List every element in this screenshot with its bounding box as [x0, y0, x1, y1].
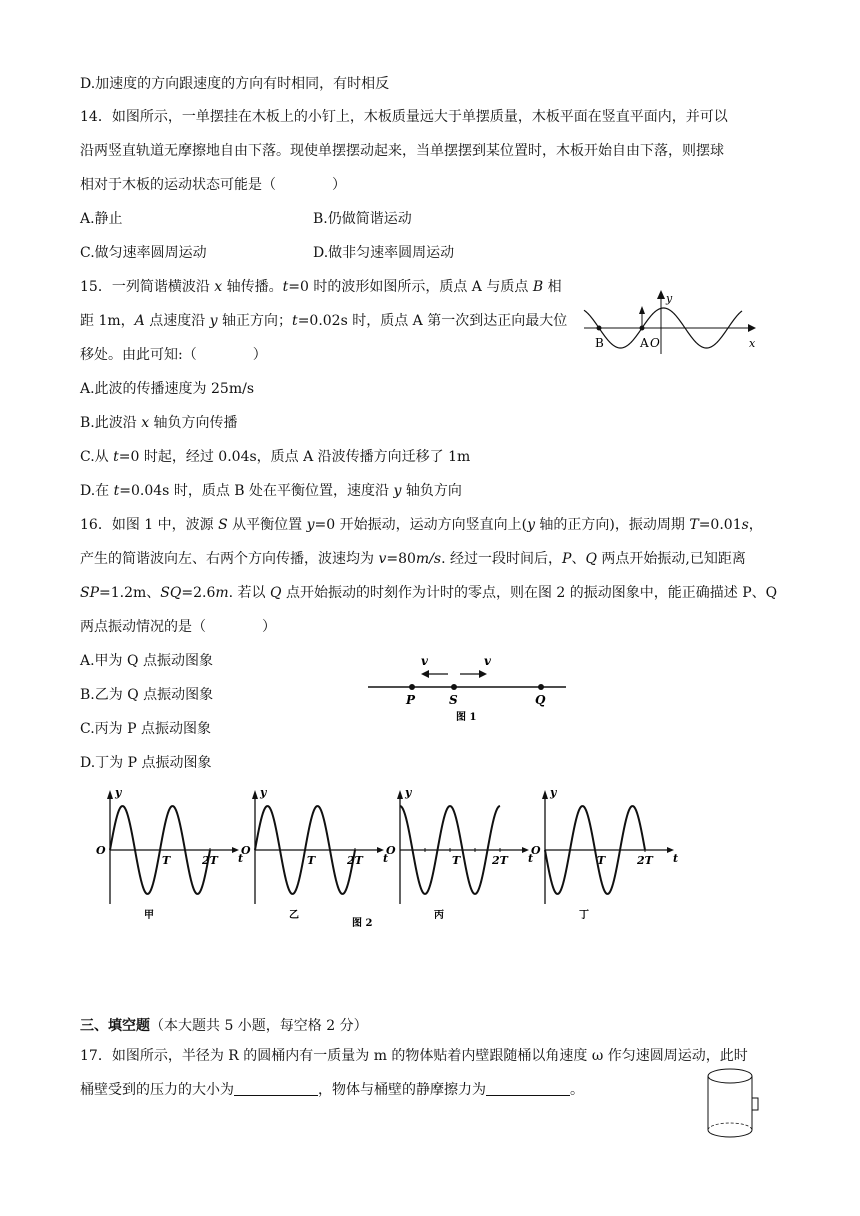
q14-option-c: C.做匀速率圆周运动: [80, 245, 207, 261]
point-q-dot: [538, 684, 544, 690]
y-axis-arrow: [107, 790, 113, 799]
two-period-label: 2T: [347, 854, 363, 867]
q15-option-d: D.在 t=0.04s 时，质点 B 处在平衡位置，速度沿 y 轴负方向: [80, 483, 462, 499]
q15-option-b: B.此波沿 x 轴负方向传播: [80, 415, 238, 431]
t-label: t: [238, 852, 244, 865]
object-block: [752, 1098, 758, 1110]
q16-stem-line2: 产生的简谐波向左、右两个方向传播，波速均为 v=80m/s. 经过一段时间后，P、Q 两点开始振动,已知距离: [80, 551, 746, 567]
cylinder-bottom-front: [708, 1130, 752, 1137]
q16-figure-2: [80, 786, 700, 932]
q14-stem-line2: 沿两竖直轨道无摩擦地自由下落。现使单摆摆动起来，当单摆摆到某位置时，木板开始自由下落，则摆球: [80, 143, 724, 159]
q14-stem-line3: 相对于木板的运动状态可能是（ ）: [80, 177, 346, 193]
period-label: T: [162, 854, 171, 867]
q17-cylinder-figure: [700, 1066, 770, 1146]
graph-yi: [241, 786, 388, 921]
q16-option-a: A.甲为 Q 点振动图象: [80, 653, 213, 669]
q14-option-d: D.做非匀速率圆周运动: [313, 245, 455, 261]
graph-bing: [386, 786, 533, 921]
q16-stem-line4: 两点振动情况的是（ ）: [80, 619, 276, 635]
b-label: B: [595, 336, 604, 350]
q15-wave-figure: [580, 288, 760, 358]
p-label: P: [406, 693, 416, 707]
y-axis-arrow: [542, 790, 548, 799]
v-right-label: v: [484, 654, 491, 668]
period-label: T: [307, 854, 316, 867]
t-label: t: [528, 852, 534, 865]
period-label: T: [452, 854, 461, 867]
q-label: Q: [535, 693, 546, 707]
period-label: T: [597, 854, 606, 867]
panel-name: 乙: [289, 910, 299, 921]
left-arrowhead: [421, 670, 429, 678]
y-axis-arrow: [657, 290, 665, 299]
y-label: y: [550, 786, 557, 799]
q16-stem-line1: 16．如图 1 中，波源 S 从平衡位置 y=0 开始振动，运动方向竖直向上(y 轴的正方向)，振动周期 T=0.01s，: [80, 517, 763, 533]
right-arrowhead: [479, 670, 487, 678]
two-period-label: 2T: [202, 854, 218, 867]
q14-option-a: A.静止: [80, 211, 123, 227]
cylinder-top: [708, 1069, 752, 1083]
y-axis-arrow: [397, 790, 403, 799]
y-label: y: [405, 786, 412, 799]
q15-stem-line2: 距 1m，A 点速度沿 y 轴正方向；t=0.02s 时，质点 A 第一次到达正向最大位: [80, 313, 568, 329]
o-label: O: [650, 336, 660, 350]
q17-stem-line1: 17．如图所示，半径为 R 的圆桶内有一质量为 m 的物体贴着内壁跟随桶以角速度 ω 作匀速圆周运动，此时: [80, 1048, 748, 1064]
x-axis-arrow: [748, 324, 756, 332]
q16-figure-1: [366, 652, 572, 728]
two-period-label: 2T: [637, 854, 653, 867]
q15-option-a: A.此波的传播速度为 25m/s: [80, 381, 255, 397]
cylinder-bottom-back: [708, 1123, 752, 1130]
point-p-dot: [409, 684, 415, 690]
panel-name: 丙: [434, 910, 444, 921]
two-period-label: 2T: [492, 854, 508, 867]
y-label: y: [666, 292, 673, 305]
section-3-heading: 三、填空题（本大题共 5 小题，每空格 2 分）: [80, 1018, 368, 1034]
panel-name: 甲: [144, 910, 154, 921]
y-label: y: [115, 786, 122, 799]
q17-stem-line2: 桶壁受到的压力的大小为 ，物体与桶壁的静摩擦力为 。: [80, 1082, 584, 1098]
q16-option-d: D.丁为 P 点振动图象: [80, 755, 212, 771]
blank-friction[interactable]: [486, 1080, 570, 1096]
figure-1-caption: 图 1: [456, 712, 477, 723]
q15-stem-line3: 移处。由此可知:（ ）: [80, 347, 267, 363]
figure-2-caption: 图 2: [352, 918, 373, 929]
q16-option-b: B.乙为 Q 点振动图象: [80, 687, 214, 703]
origin-label: O: [531, 844, 541, 857]
origin-label: O: [241, 844, 251, 857]
origin-label: O: [96, 844, 106, 857]
blank-pressure[interactable]: [234, 1080, 318, 1096]
q15-option-c: C.从 t=0 时起，经过 0.04s，质点 A 沿波传播方向迁移了 1m: [80, 449, 471, 465]
origin-label: O: [386, 844, 396, 857]
velocity-arrowhead-a: [639, 306, 645, 314]
a-label: A: [640, 336, 649, 350]
graph-jia: [96, 786, 243, 921]
v-left-label: v: [421, 654, 428, 668]
q14-option-b: B.仍做简谐运动: [313, 211, 412, 227]
y-axis-arrow: [252, 790, 258, 799]
q15-stem-line1: 15．一列简谐横波沿 x 轴传播。t=0 时的波形如图所示，质点 A 与质点 B 相: [80, 279, 562, 295]
q16-stem-line3: SP=1.2m、SQ=2.6m. 若以 Q 点开始振动的时刻作为计时的零点，则在图 2 的振动图象中，能正确描述 P、Q: [80, 585, 778, 601]
q16-option-c: C.丙为 P 点振动图象: [80, 721, 211, 737]
point-b-dot: [597, 326, 602, 331]
q14-stem-line1: 14．如图所示，一单摆挂在木板上的小钉上，木板质量远大于单摆质量，木板平面在竖直平面内，并可以: [80, 109, 728, 125]
t-label: t: [673, 852, 679, 865]
x-label: x: [749, 337, 756, 350]
q13-option-d: D.加速度的方向跟速度的方向有时相同，有时相反: [80, 76, 390, 92]
t-label: t: [383, 852, 389, 865]
graph-ding: [531, 786, 678, 921]
source-s-dot: [451, 684, 457, 690]
y-label: y: [260, 786, 267, 799]
panel-name: 丁: [579, 910, 589, 921]
s-label: S: [449, 693, 458, 707]
